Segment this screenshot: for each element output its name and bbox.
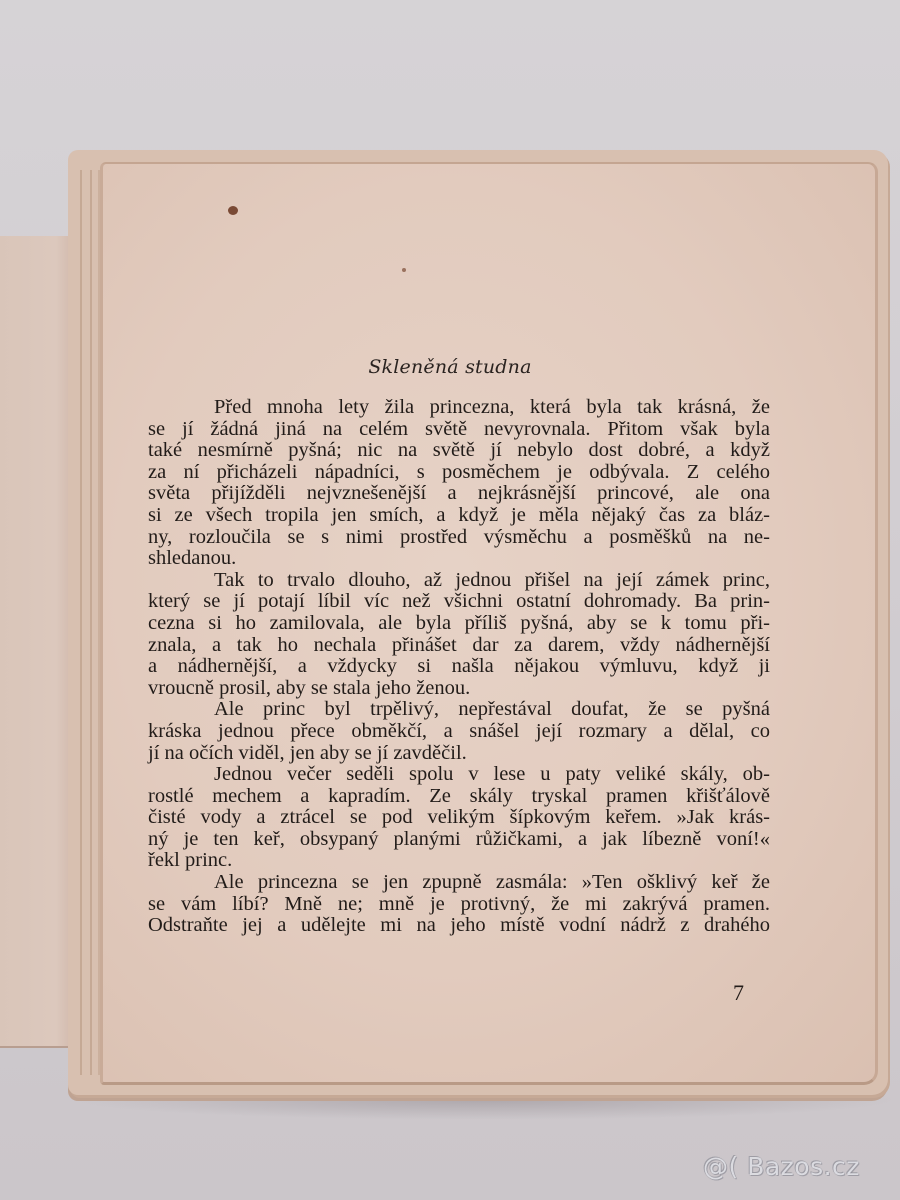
text-line: čisté vody a ztrácel se pod velikým šípkovým keřem. »Jak krás- [148,806,770,829]
paper-stain [228,206,238,215]
text-line: který se jí potají líbil víc než všichni ostatní dohromady. Ba prin- [148,590,770,613]
paragraph-3 [148,699,770,764]
text-line: jí na očích viděl, jen aby se jí zavděčil. [148,741,467,764]
paragraph-2 [148,570,770,700]
page-edge-line [90,170,92,1075]
text-line: Jednou večer seděli spolu v lese u paty veliké skály, ob- [214,763,770,786]
text-line: a nádhernější, a vždycky si našla nějakou výmluvu, když ji [148,655,770,678]
text-line: světa přijížděli nejvznešenější a nejkrásnější princové, ale ona [148,482,770,505]
page-number: 7 [733,980,744,1005]
paper-stain [402,268,406,272]
text-line: znala, a tak ho nechala přinášet dar za darem, vždy nádhernější [148,633,770,656]
text-line: se vám líbí? Mně ne; mně je protivný, že mi zakrývá pramen. [148,892,770,915]
bazos-watermark: @( Bazos.cz [703,1152,860,1181]
text-line: za ní přicházeli nápadníci, s posměchem je odbývala. Z celého [148,460,770,483]
text-line: ny, rozloučila se s nimi prostřed výsměchu a posměšků na ne- [148,525,770,548]
paragraph-5 [148,872,770,937]
text-line: cezna si ho zamilovala, ale byla příliš pyšná, aby se k tomu při- [148,611,770,634]
text-line: Před mnoha lety žila princezna, která byla tak krásná, že [214,396,770,418]
text-line: řekl princ. [148,849,233,872]
text-line: Tak to trvalo dlouho, až jednou přišel na její zámek princ, [214,568,770,591]
paragraph-1 [148,397,770,570]
paragraph-4 [148,764,770,872]
text-line: ný je ten keř, obsypaný planými růžičkami, a jak líbezně voní!« [148,827,770,850]
text-line: si ze všech tropila jen smích, a když je měla nějaký čas za bláz- [148,503,770,526]
text-line: Ale princezna se jen zpupně zasmála: »Ten ošklivý keř že [214,871,770,894]
body-text [148,397,770,937]
text-line: Odstraňte jej a udělejte mi na jeho místě vodní nádrž z drahého [148,914,770,937]
text-line: Ale princ byl trpělivý, nepřestával doufat, že se pyšná [214,698,770,721]
text-line: rostlé mechem a kapradím. Ze skály tryskal pramen křišťálově [148,784,770,807]
text-line: kráska jednou přece obměkčí, a snášel její rozmary a dělal, co [148,719,770,742]
page-edge-line [80,170,82,1075]
text-line: vroucně prosil, aby se stala jeho ženou. [148,676,471,699]
text-line: se jí žádná jiná na celém světě nevyrovnala. Přitom však byla [148,417,770,440]
text-line: také nesmírně pyšná; nic na světě jí nebylo dost dobré, a když [148,439,770,462]
text-line: shledanou. [148,547,237,570]
chapter-title: Skleněná studna [368,356,532,378]
